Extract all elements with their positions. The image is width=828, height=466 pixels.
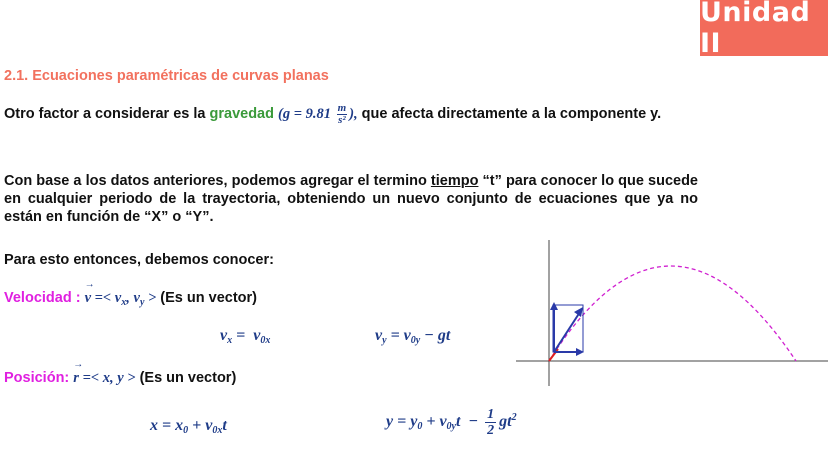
y-equation: $y = y_0 + v_{0y}t$ − $\frac{1}{2}$ $gt^2$ <box>386 407 517 438</box>
p2-text-before: Con base a los datos anteriores, podemos agregar el termino <box>4 173 431 189</box>
velocity-vector: → $v =< v_x$, $v_y$ > <box>85 290 157 306</box>
vy-equation: $v_y = v_{0y}$ − gt <box>375 327 451 346</box>
velocity-label: Velocidad : <box>4 290 81 306</box>
trajectory-curve <box>549 266 796 361</box>
gravity-paragraph <box>4 103 698 126</box>
tiempo-term: tiempo <box>430 173 479 189</box>
vx-equation: $v_x = v_{0x}$ <box>220 327 271 346</box>
velocity-note: (Es un vector) <box>156 290 257 306</box>
gravity-term: gravedad <box>209 105 274 122</box>
time-paragraph <box>4 172 698 226</box>
velocity-vector-arrow <box>554 312 580 352</box>
velocity-row <box>4 290 257 308</box>
position-vector: → r =< x, y > <box>73 370 135 386</box>
p1-text-after: que afecta directamente a la componente y. <box>357 105 662 122</box>
x-equation: $x = x_0 + v_{0x}t$ <box>150 417 227 436</box>
vy-arrowhead-icon <box>550 302 558 310</box>
unit-badge: Unidad II <box>700 0 828 56</box>
position-note: (Es un vector) <box>135 370 237 386</box>
p1-text-before: Otro factor a considerar es la <box>4 105 210 122</box>
gravity-unit: $\frac{m}{\text{s²}}$ <box>337 102 347 126</box>
p2-text-after: “t” para conocer lo que sucede en cualquier periodo de la trayectoria, obteniendo un nuevo conjunto de ecuaciones que ya no están en función de “X” o “Y”. <box>4 173 698 225</box>
position-row <box>4 370 236 387</box>
position-label: Posición: <box>4 370 70 386</box>
section-title: 2.1. Ecuaciones paramétricas de curvas planas <box>4 68 329 84</box>
gravity-formula: (g = 9.81 $\frac{m}{\text{s²}}$ ), <box>278 102 358 126</box>
trajectory-diagram <box>512 236 828 388</box>
intro-list-text: Para esto entonces, debemos conocer: <box>4 252 274 268</box>
